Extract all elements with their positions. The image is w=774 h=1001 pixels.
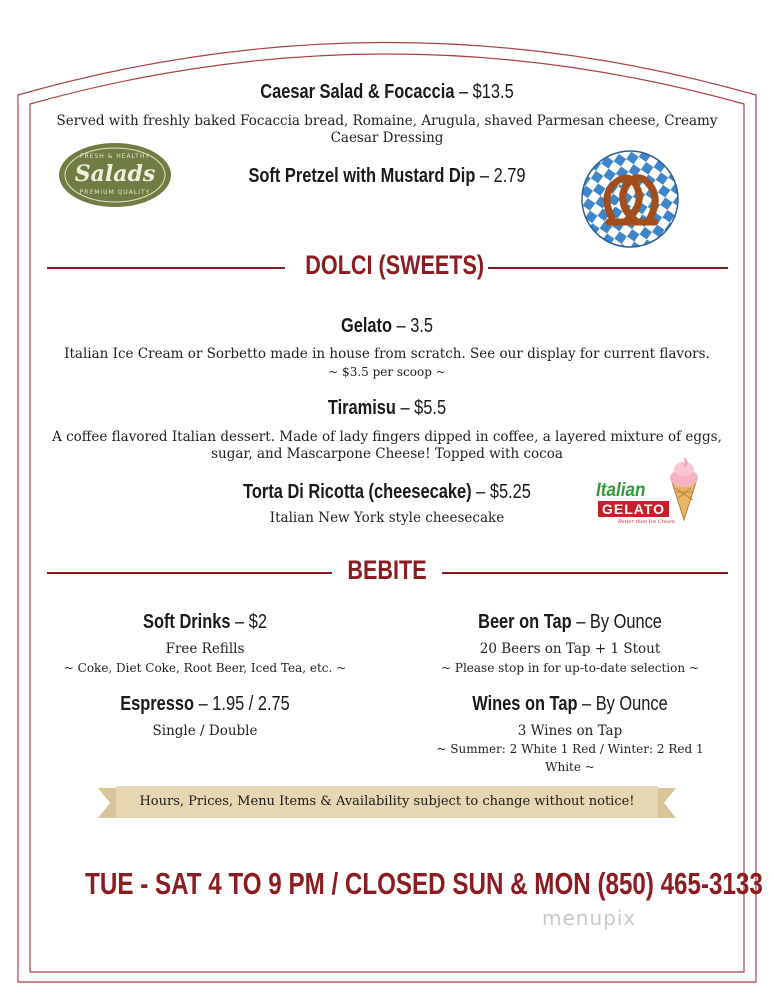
caesar-salad-title — [70, 81, 705, 104]
gelato-title — [70, 315, 705, 338]
soft-drinks-title — [37, 611, 373, 634]
espresso-price: – 1.95 / 2.75 — [194, 693, 290, 715]
pretzel-image-icon — [579, 148, 681, 250]
beer-name: Beer on Tap — [478, 611, 572, 633]
caesar-salad-description: Served with freshly baked Focaccia bread, Romaine, Arugula, shaved Parmesan cheese, Creamy Caesar Dressing — [56, 113, 718, 146]
gelato-cone-icon — [664, 456, 704, 522]
bebite-rule-left — [47, 572, 332, 574]
salads-logo-bottom: PREMIUM QUALITY — [79, 189, 151, 196]
wine-count: 3 Wines on Tap — [517, 723, 623, 739]
gelato-name: Gelato — [340, 315, 392, 337]
beer-title — [431, 611, 710, 634]
caesar-salad-name: Caesar Salad & Focaccia — [260, 81, 455, 103]
beer-note: ~ Please stop in for up-to-date selection ~ — [441, 661, 699, 675]
caesar-salad-price: – $13.5 — [454, 81, 514, 103]
wine-price: – By Ounce — [577, 693, 668, 715]
espresso-sizes: Single / Double — [152, 723, 258, 739]
tiramisu-name: Tiramisu — [327, 397, 396, 419]
soft-drinks-list: ~ Coke, Diet Coke, Root Beer, Iced Tea, etc. ~ — [63, 661, 347, 675]
tiramisu-price: – $5.5 — [395, 397, 447, 419]
gelato-description: Italian Ice Cream or Sorbetto made in house from scratch. See our display for current flavors. — [64, 346, 710, 362]
beer-count: 20 Beers on Tap + 1 Stout — [479, 641, 661, 657]
gelato-note: ~ $3.5 per scoop ~ — [328, 365, 446, 379]
soft-drinks-refills: Free Refills — [165, 641, 245, 657]
gelato-logo-tagline: Better than Ice Cream — [618, 519, 675, 525]
beer-price: – By Ounce — [571, 611, 662, 633]
gelato-logo-top: Italian — [596, 480, 646, 501]
wine-seasonal-line1: ~ Summer: 2 White 1 Red / Winter: 2 Red 1 — [436, 742, 704, 756]
dolci-section-title: DOLCI (SWEETS) — [305, 250, 485, 280]
notice-banner-text: Hours, Prices, Menu Items & Availability subject to change without notice! — [139, 794, 635, 809]
wine-seasonal-line2: White ~ — [545, 760, 595, 774]
gelato-price: – 3.5 — [391, 315, 434, 337]
pretzel-name: Soft Pretzel with Mustard Dip — [248, 165, 476, 187]
salads-logo-main: Salads — [74, 161, 156, 187]
menupix-watermark: menupix — [542, 906, 637, 930]
italian-gelato-logo — [592, 456, 710, 528]
tiramisu-title — [70, 397, 705, 420]
dolci-rule-right — [488, 267, 728, 269]
dolci-rule-left — [47, 267, 285, 269]
espresso-title — [37, 693, 373, 716]
wine-title — [431, 693, 710, 716]
bebite-section-title: BEBITE — [347, 555, 427, 585]
gelato-logo-main: GELATO — [598, 501, 669, 517]
salads-logo-top: FRESH & HEALTHY — [80, 153, 150, 160]
torta-name: Torta Di Ricotta (cheesecake) — [243, 481, 472, 503]
soft-drinks-price: – $2 — [230, 611, 267, 633]
pretzel-price: – 2.79 — [475, 165, 526, 187]
soft-drinks-name: Soft Drinks — [143, 611, 231, 633]
wine-name: Wines on Tap — [472, 693, 578, 715]
espresso-name: Espresso — [120, 693, 195, 715]
torta-price: – $5.25 — [471, 481, 531, 503]
bebite-rule-right — [442, 572, 728, 574]
hours-phone-footer: TUE - SAT 4 TO 9 PM / CLOSED SUN & MON (850) 465-3133 — [85, 866, 763, 901]
tiramisu-description: A coffee flavored Italian dessert. Made of lady fingers dipped in coffee, a layered mixture of eggs, sugar, and Mascarpone Cheese! Topped with cocoa — [52, 429, 722, 462]
torta-description: Italian New York style cheesecake — [269, 510, 505, 526]
